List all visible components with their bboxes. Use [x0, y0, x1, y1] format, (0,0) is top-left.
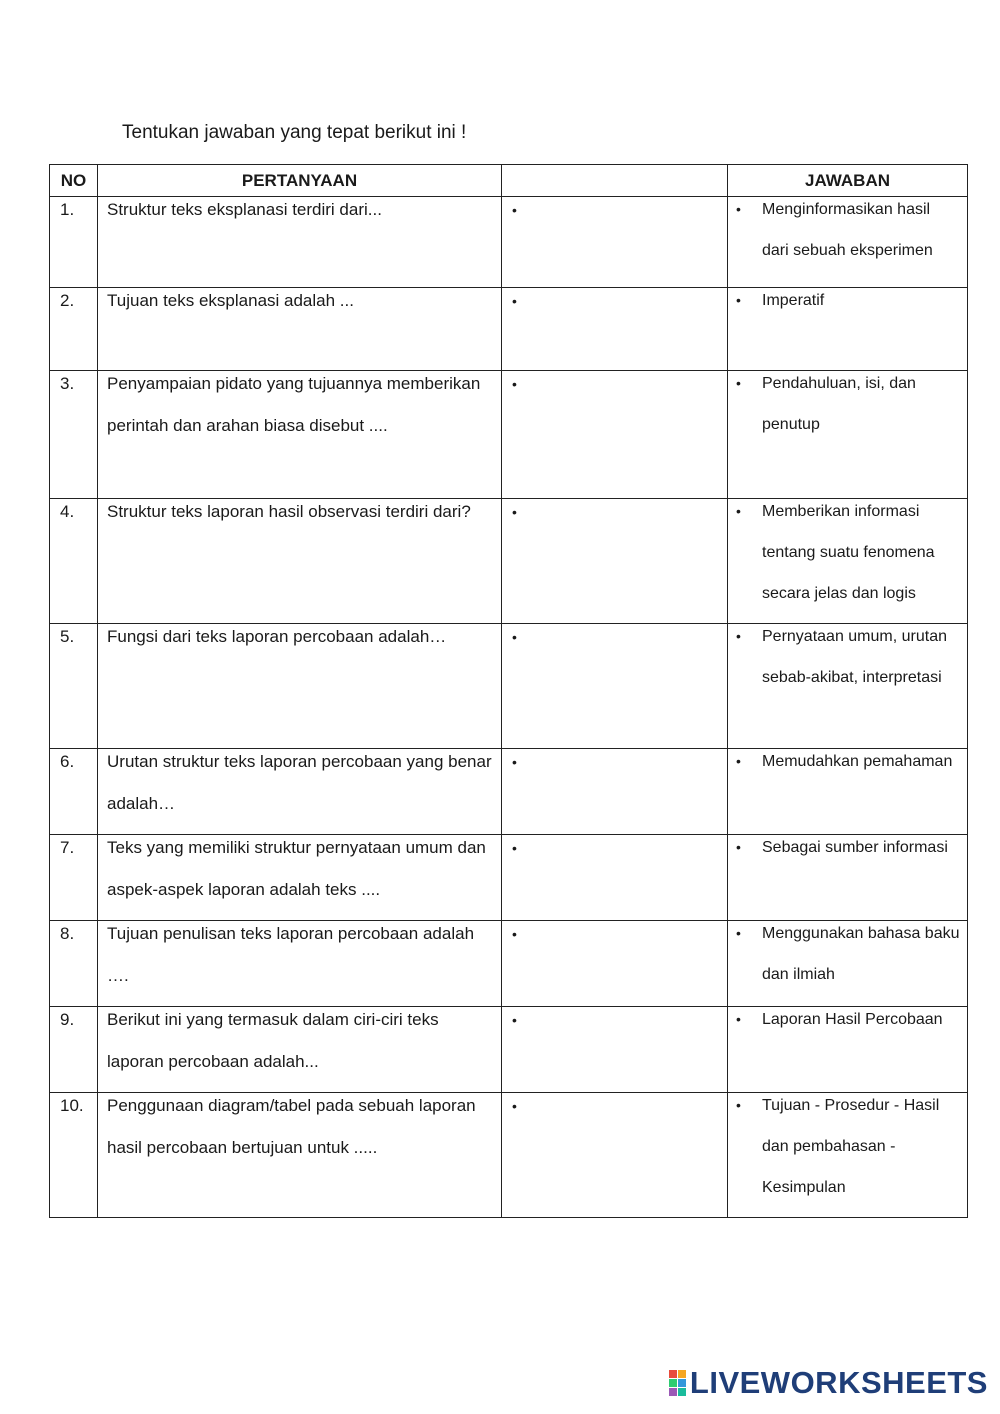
answer-cell — [728, 371, 968, 499]
row-number-cell — [50, 921, 98, 1007]
row-number: 8. — [60, 924, 75, 943]
match-dot[interactable]: • — [512, 926, 517, 942]
answer-cell — [728, 835, 968, 921]
match-cell[interactable] — [502, 749, 728, 835]
answer-cell — [728, 1007, 968, 1093]
match-dot[interactable]: • — [512, 840, 517, 856]
match-dot[interactable]: • — [512, 202, 517, 218]
answer-cell — [728, 197, 968, 288]
answer-bullet[interactable]: • — [736, 292, 741, 308]
worksheet-table — [49, 164, 968, 1218]
question-cell — [98, 624, 502, 749]
match-cell[interactable] — [502, 624, 728, 749]
header-answer: JAWABAN — [728, 165, 968, 197]
match-cell[interactable] — [502, 197, 728, 288]
match-dot[interactable]: • — [512, 1012, 517, 1028]
row-number-cell — [50, 197, 98, 288]
match-cell[interactable] — [502, 835, 728, 921]
header-no: NO — [50, 165, 98, 197]
row-number-cell — [50, 499, 98, 624]
answer-cell — [728, 288, 968, 371]
question-text: Struktur teks laporan hasil observasi terdiri dari? — [107, 502, 471, 521]
question-cell — [98, 499, 502, 624]
question-text: Urutan struktur teks laporan percobaan yang benar adalah… — [107, 752, 492, 813]
answer-text: Sebagai sumber informasi — [762, 839, 948, 856]
match-cell[interactable] — [502, 1093, 728, 1218]
row-number-cell — [50, 1093, 98, 1218]
row-number: 2. — [60, 291, 75, 310]
row-number: 4. — [60, 502, 75, 521]
match-cell[interactable] — [502, 499, 728, 624]
logo-text: LIVEWORKSHEETS — [689, 1365, 988, 1400]
answer-bullet[interactable]: • — [736, 503, 741, 519]
question-cell — [98, 835, 502, 921]
question-text: Tujuan penulisan teks laporan percobaan adalah …. — [107, 924, 475, 985]
answer-cell — [728, 624, 968, 749]
question-cell — [98, 371, 502, 499]
table-row — [50, 499, 968, 624]
table-row — [50, 1093, 968, 1218]
answer-bullet[interactable]: • — [736, 628, 741, 644]
row-number-cell — [50, 749, 98, 835]
table-row — [50, 921, 968, 1007]
row-number: 5. — [60, 627, 75, 646]
match-cell[interactable] — [502, 288, 728, 371]
answer-bullet[interactable]: • — [736, 201, 741, 217]
answer-text: Laporan Hasil Percobaan — [762, 1011, 943, 1028]
row-number-cell — [50, 624, 98, 749]
answer-bullet[interactable]: • — [736, 1097, 741, 1113]
match-dot[interactable]: • — [512, 1098, 517, 1114]
logo-square — [678, 1370, 686, 1378]
answer-cell — [728, 1093, 968, 1218]
row-number: 7. — [60, 838, 75, 857]
table-row — [50, 835, 968, 921]
match-cell[interactable] — [502, 921, 728, 1007]
answer-text: Tujuan - Prosedur - Hasil dan pembahasan - Kesimpulan — [762, 1097, 940, 1196]
match-cell[interactable] — [502, 1007, 728, 1093]
row-number-cell — [50, 1007, 98, 1093]
match-dot[interactable]: • — [512, 754, 517, 770]
question-text: Tujuan teks eksplanasi adalah ... — [107, 291, 354, 310]
question-text: Berikut ini yang termasuk dalam ciri-ciri teks laporan percobaan adalah... — [107, 1010, 439, 1071]
logo-square — [669, 1370, 677, 1378]
instruction-text: Tentukan jawaban yang tepat berikut ini ! — [122, 122, 467, 143]
question-cell — [98, 288, 502, 371]
match-cell[interactable] — [502, 371, 728, 499]
question-cell — [98, 1007, 502, 1093]
logo-square — [678, 1379, 686, 1387]
table-row — [50, 624, 968, 749]
match-dot[interactable]: • — [512, 293, 517, 309]
logo-square — [669, 1379, 677, 1387]
header-question: PERTANYAAN — [98, 165, 502, 197]
answer-bullet[interactable]: • — [736, 1011, 741, 1027]
logo-square — [669, 1388, 677, 1396]
row-number: 10. — [60, 1096, 84, 1115]
answer-text: Pendahuluan, isi, dan penutup — [762, 375, 916, 433]
answer-bullet[interactable]: • — [736, 753, 741, 769]
answer-text: Menginformasikan hasil dari sebuah eksperimen — [762, 201, 933, 259]
question-cell — [98, 1093, 502, 1218]
match-dot[interactable]: • — [512, 629, 517, 645]
question-text: Penggunaan diagram/tabel pada sebuah laporan hasil percobaan bertujuan untuk ..... — [107, 1096, 476, 1157]
row-number-cell — [50, 288, 98, 371]
answer-bullet[interactable]: • — [736, 375, 741, 391]
answer-bullet[interactable]: • — [736, 839, 741, 855]
row-number-cell — [50, 371, 98, 499]
question-cell — [98, 749, 502, 835]
answer-cell — [728, 749, 968, 835]
table-row — [50, 288, 968, 371]
answer-text: Memberikan informasi tentang suatu fenomena secara jelas dan logis — [762, 503, 935, 602]
table-row — [50, 197, 968, 288]
table-row — [50, 1007, 968, 1093]
match-dot[interactable]: • — [512, 504, 517, 520]
answer-text: Pernyataan umum, urutan sebab-akibat, interpretasi — [762, 628, 947, 686]
row-number: 9. — [60, 1010, 75, 1029]
table-row — [50, 749, 968, 835]
logo-mark-icon — [669, 1370, 686, 1396]
answer-bullet[interactable]: • — [736, 925, 741, 941]
question-cell — [98, 921, 502, 1007]
answer-cell — [728, 499, 968, 624]
logo-square — [678, 1388, 686, 1396]
question-cell — [98, 197, 502, 288]
table-row — [50, 371, 968, 499]
row-number: 6. — [60, 752, 75, 771]
question-text: Struktur teks eksplanasi terdiri dari... — [107, 200, 382, 219]
answer-text: Memudahkan pemahaman — [762, 753, 953, 770]
question-text: Fungsi dari teks laporan percobaan adalah… — [107, 627, 447, 646]
row-number: 3. — [60, 374, 75, 393]
answer-text: Menggunakan bahasa baku dan ilmiah — [762, 925, 960, 983]
row-number: 1. — [60, 200, 75, 219]
answer-text: Imperatif — [762, 292, 825, 309]
question-text: Teks yang memiliki struktur pernyataan umum dan aspek-aspek laporan adalah teks .... — [107, 838, 486, 899]
row-number-cell — [50, 835, 98, 921]
question-text: Penyampaian pidato yang tujuannya memberikan perintah dan arahan biasa disebut .... — [107, 374, 481, 435]
match-dot[interactable]: • — [512, 376, 517, 392]
liveworksheets-logo — [669, 1366, 988, 1400]
answer-cell — [728, 921, 968, 1007]
